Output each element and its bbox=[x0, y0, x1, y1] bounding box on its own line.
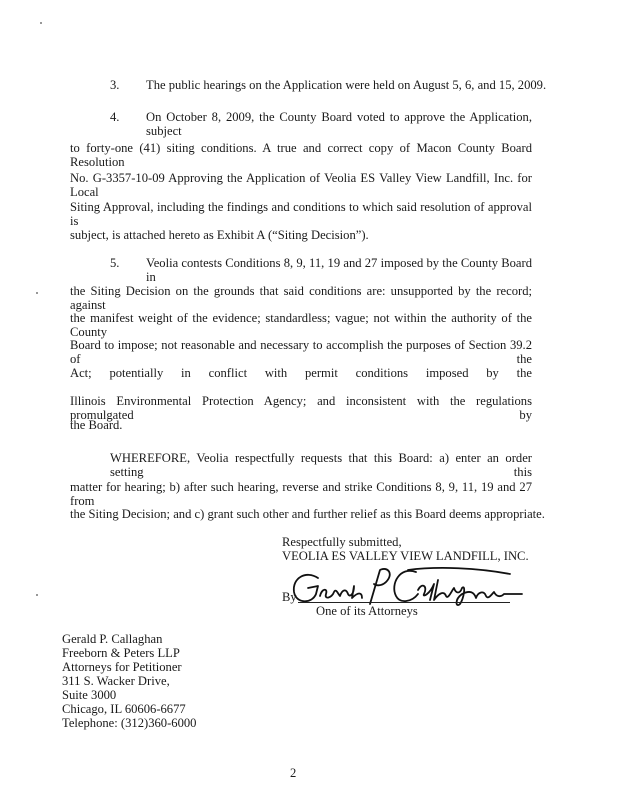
para5-line: Act; potentially in conflict with permit conditions imposed by the bbox=[70, 366, 532, 380]
attorney-line: Telephone: (312)360-6000 bbox=[62, 716, 197, 730]
wherefore-line: matter for hearing; b) after such hearing, reverse and strike Conditions 8, 9, 11, 19 and 27 from bbox=[70, 480, 532, 508]
signature-closing: Respectfully submitted, bbox=[282, 535, 402, 549]
para5-line: the Board. bbox=[70, 418, 123, 432]
attorney-line: Gerald P. Callaghan bbox=[62, 632, 163, 646]
para3-text: The public hearings on the Application were held on August 5, 6, and 15, 2009. bbox=[146, 78, 547, 92]
attorney-line: Chicago, IL 60606-6677 bbox=[62, 702, 186, 716]
scan-speck bbox=[36, 594, 38, 596]
para3-number: 3. bbox=[110, 78, 120, 92]
signature-company: VEOLIA ES VALLEY VIEW LANDFILL, INC. bbox=[282, 549, 529, 563]
para4-line: Siting Approval, including the findings and conditions to which said resolution of approval is bbox=[70, 200, 532, 228]
para5-line: Illinois Environmental Protection Agency; and inconsistent with the regulations promulgated by bbox=[70, 394, 532, 422]
para5-line: Board to impose; not reasonable and necessary to accomplish the purposes of Section 39.2 of the bbox=[70, 338, 532, 366]
para4-line: to forty-one (41) siting conditions. A true and correct copy of Macon County Board Resolution bbox=[70, 141, 532, 169]
para4-line: subject, is attached hereto as Exhibit A (“Siting Decision”). bbox=[70, 228, 369, 242]
para5-line: the manifest weight of the evidence; standardless; vague; not within the authority of the County bbox=[70, 311, 532, 339]
wherefore-line: WHEREFORE, Veolia respectfully requests that this Board: a) enter an order setting this bbox=[110, 451, 532, 479]
attorney-line: Suite 3000 bbox=[62, 688, 117, 702]
para4-line: On October 8, 2009, the County Board voted to approve the Application, subject bbox=[146, 110, 532, 138]
wherefore-line: the Siting Decision; and c) grant such other and further relief as this Board deems appropriate. bbox=[70, 507, 545, 521]
attorney-line: 311 S. Wacker Drive, bbox=[62, 674, 170, 688]
signature-line bbox=[298, 602, 510, 603]
attorney-line: Attorneys for Petitioner bbox=[62, 660, 182, 674]
signature-by: By bbox=[282, 590, 297, 604]
attorney-line: Freeborn & Peters LLP bbox=[62, 646, 180, 660]
para5-line: the Siting Decision on the grounds that said conditions are: unsupported by the record; against bbox=[70, 284, 532, 312]
scan-speck bbox=[40, 22, 42, 24]
signature-role: One of its Attorneys bbox=[316, 604, 418, 618]
para5-line: Veolia contests Conditions 8, 9, 11, 19 and 27 imposed by the County Board in bbox=[146, 256, 532, 284]
para4-number: 4. bbox=[110, 110, 120, 124]
para5-number: 5. bbox=[110, 256, 120, 270]
para4-line: No. G-3357-10-09 Approving the Application of Veolia ES Valley View Landfill, Inc. for Local bbox=[70, 171, 532, 199]
page-number: 2 bbox=[290, 766, 297, 780]
scan-speck bbox=[36, 292, 38, 294]
